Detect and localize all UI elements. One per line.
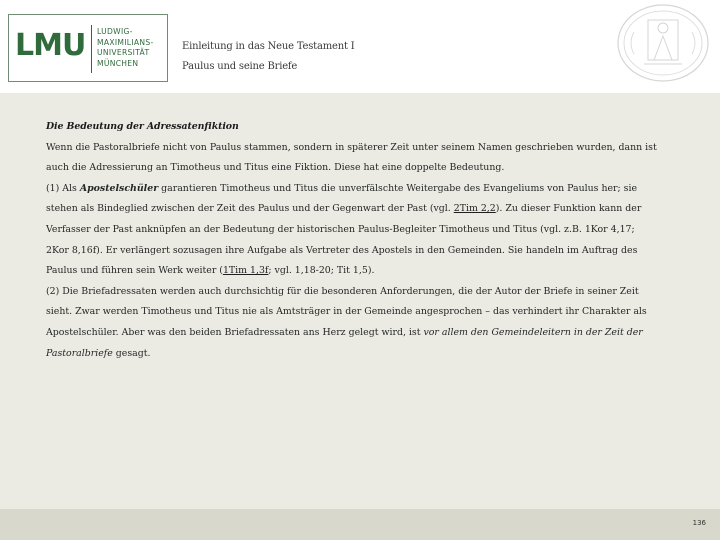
point-1-text-b: ). Zu dieser Funktion kann der Verfasser der Past anknüpfen an der Bedeutung der historischen Paulus-Begleiter Timotheus und Titus (vgl. z.B. 1Kor 4,17; 2Kor 8,16f). Er verlängert sozusagen ihre Aufgabe als Vertreter des Apostels in den Gemeinden. Sie handeln im Auftrag des Paulus und führen sein Werk weiter ( xyxy=(46,203,642,277)
body-text xyxy=(46,117,658,364)
logo-line: LUDWIG- xyxy=(97,27,133,36)
intro-paragraph: Wenn die Pastoralbriefe nicht von Paulus stammen, sondern in späterer Zeit unter seinem Namen geschrieben wurden, dann ist auch die Adressierung an Timotheus und Titus eine Fiktion. Diese hat eine doppelte Bedeutung. xyxy=(46,141,657,174)
point-1-prefix: (1) Als xyxy=(46,182,80,194)
point-1-text-c: ; vgl. 1,18-20; Tit 1,5). xyxy=(268,265,375,277)
point-2-text-b: gesagt. xyxy=(112,347,151,359)
university-seal-icon xyxy=(614,2,712,84)
slide-title xyxy=(182,37,355,77)
logo-university-name xyxy=(97,27,154,69)
page-number: 136 xyxy=(692,519,706,527)
logo-line: MAXIMILIANS- xyxy=(97,37,154,47)
point-2-italic: vor allem den Gemeindeleitern in der Zeit der Pastoralbriefe xyxy=(46,326,643,359)
lmu-logo xyxy=(8,14,168,82)
bible-reference-link[interactable]: 1Tim 1,3f xyxy=(222,265,269,277)
section-heading: Die Bedeutung der Adressatenfiktion xyxy=(46,121,239,132)
logo-divider xyxy=(91,25,92,73)
slide-title-line1: Einleitung in das Neue Testament I xyxy=(182,41,355,52)
logo-line: UNIVERSITÄT xyxy=(97,48,150,57)
logo-line: MÜNCHEN xyxy=(97,58,139,68)
point-1-emphasis: Apostelschüler xyxy=(79,182,159,194)
point-2-paragraph xyxy=(46,282,658,364)
slide-body xyxy=(0,93,720,509)
slide-header xyxy=(0,0,720,93)
bible-reference-link[interactable]: 2Tim 2,2 xyxy=(453,203,496,215)
slide-footer xyxy=(0,509,720,540)
point-1-paragraph xyxy=(46,179,658,282)
lmu-wordmark: LMU xyxy=(15,28,86,63)
slide-title-line2: Paulus und seine Briefe xyxy=(182,61,298,72)
point-1-text-a: garantieren Timotheus und Titus die unverfälschte Weitergabe des Evangeliums von Paulus her; sie stehen als Bindeglied zwischen der Zeit des Paulus und der Gegenwart der Past (vgl. xyxy=(46,182,638,215)
point-2-text-a: (2) Die Briefadressaten werden auch durchsichtig für die besonderen Anforderungen, die der Autor der Briefe in seiner Zeit sieht. Zwar werden Timotheus und Titus nie als Amtsträger in der Gemeinde angesprochen – das verhindert ihr Charakter als Apostelschüler. Aber was den beiden Briefadressaten ans Herz gelegt wird, ist xyxy=(46,285,647,338)
